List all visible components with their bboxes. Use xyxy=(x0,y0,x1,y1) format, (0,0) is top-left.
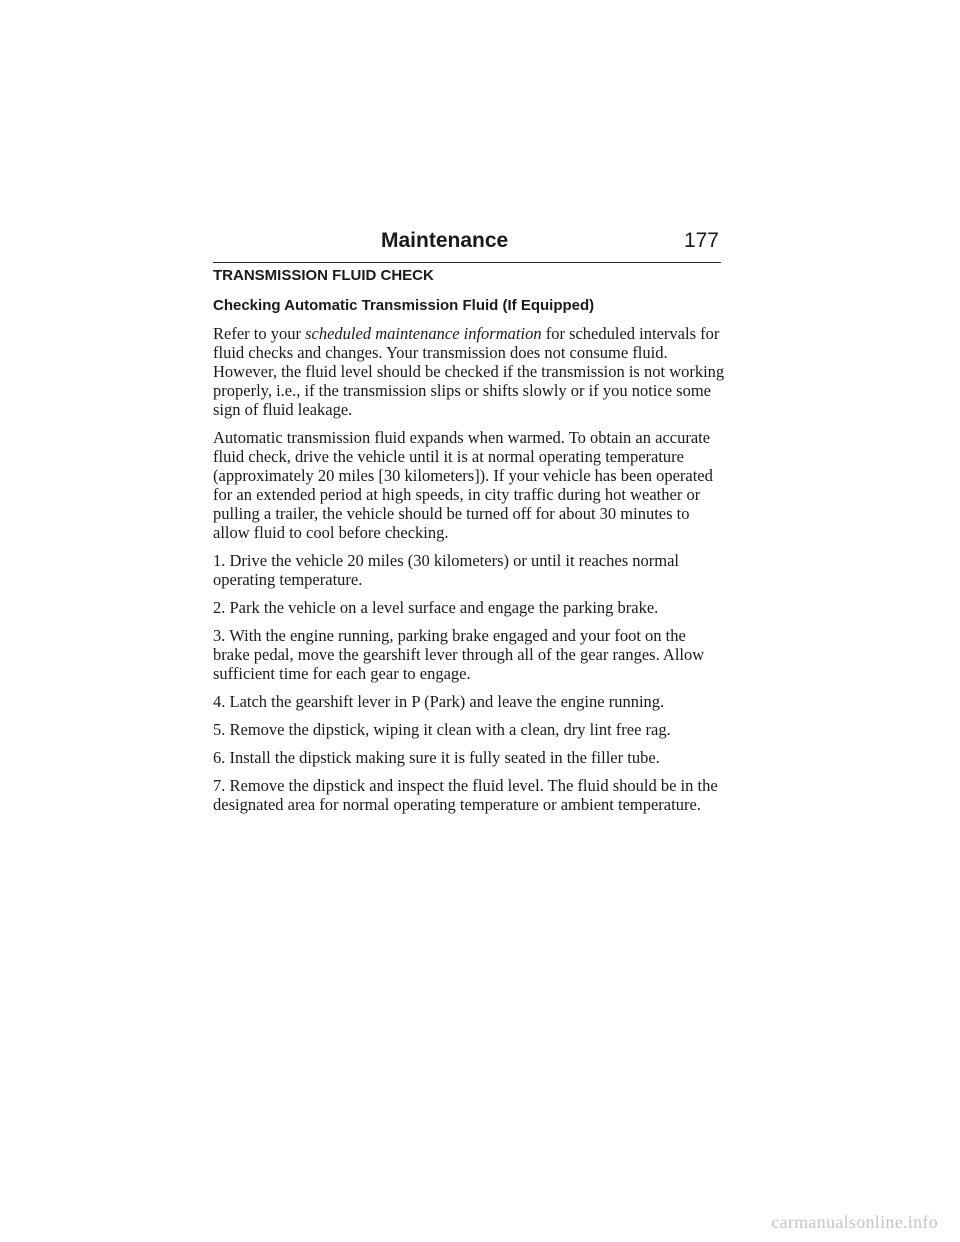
step-4: 4. Latch the gearshift lever in P (Park) and leave the engine running. xyxy=(213,692,665,711)
page-content xyxy=(213,266,725,823)
warm-fluid-paragraph: Automatic transmission fluid expands when warmed. To obtain an accurate fluid check, drive the vehicle until it is at normal operating temperature (approximately 20 miles [30 kilometers]). If your vehicle has been operated for an extended period at high speeds, in city traffic during hot weather or pulling a trailer, the vehicle should be turned off for about 30 minutes to allow fluid to cool before checking. xyxy=(213,428,713,542)
step-5: 5. Remove the dipstick, wiping it clean with a clean, dry lint free rag. xyxy=(213,720,671,739)
step-1: 1. Drive the vehicle 20 miles (30 kilometers) or until it reaches normal operating temperature. xyxy=(213,551,679,589)
intro-text-start: Refer to your xyxy=(213,324,306,343)
intro-paragraph xyxy=(213,324,725,419)
step-2: 2. Park the vehicle on a level surface and engage the parking brake. xyxy=(213,598,659,617)
subheading: Checking Automatic Transmission Fluid (If Equipped) xyxy=(213,297,595,314)
section-heading: TRANSMISSION FLUID CHECK xyxy=(213,267,434,284)
maintenance-reference: scheduled maintenance information xyxy=(305,324,542,343)
section-title: Maintenance xyxy=(381,229,509,252)
page-header xyxy=(213,226,721,263)
watermark: carmanualsonline.info xyxy=(771,1212,938,1232)
step-3: 3. With the engine running, parking brake engaged and your foot on the brake pedal, move the gearshift lever through all of the gear ranges. Allow sufficient time for each gear to engage. xyxy=(213,626,705,683)
step-7: 7. Remove the dipstick and inspect the fluid level. The fluid should be in the designated area for normal operating temperature or ambient temperature. xyxy=(213,776,718,814)
page-number: 177 xyxy=(683,229,719,252)
step-6: 6. Install the dipstick making sure it is fully seated in the filler tube. xyxy=(213,748,660,767)
intro-text-end: for scheduled intervals for fluid checks and changes. Your transmission does not consume fluid. However, the fluid level should be checked if the transmission is not working properly, i.e., if the transmission slips or shifts slowly or if you notice some sign of fluid leakage. xyxy=(213,324,725,419)
